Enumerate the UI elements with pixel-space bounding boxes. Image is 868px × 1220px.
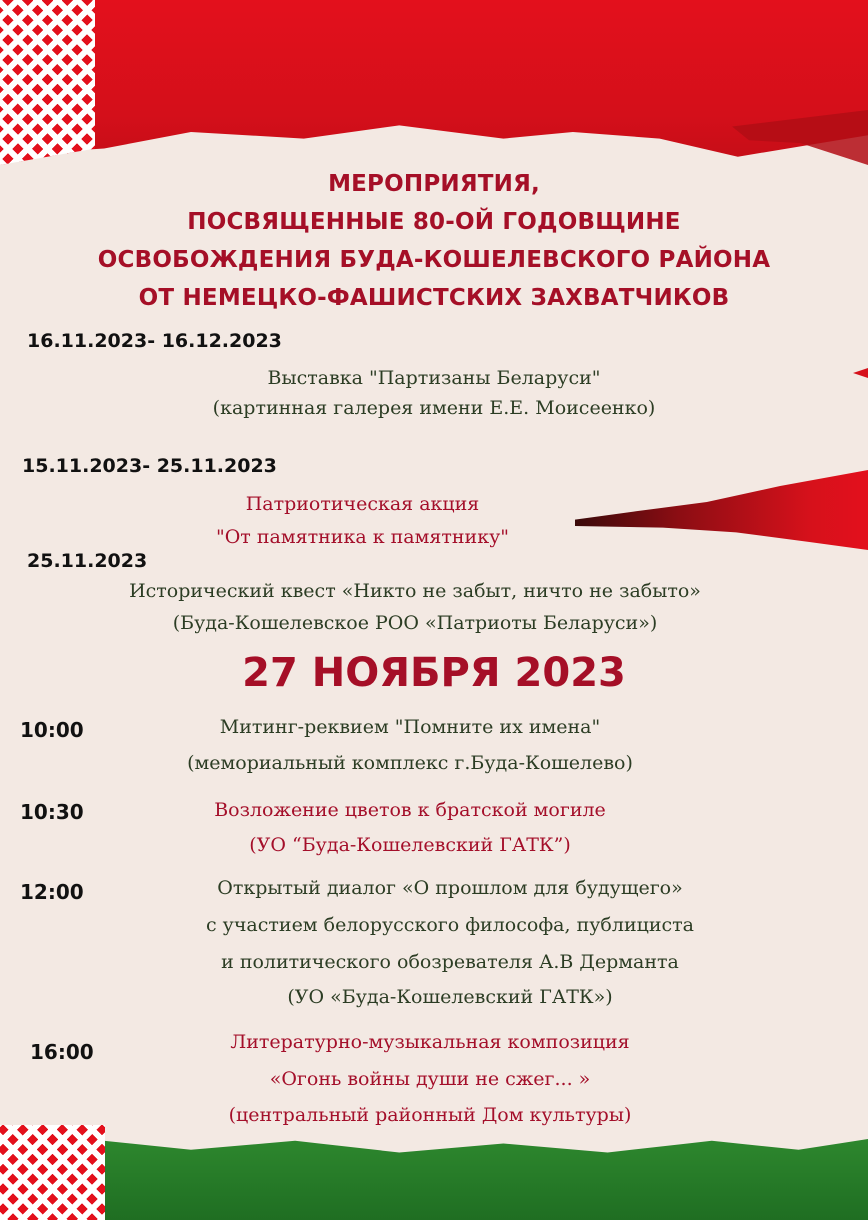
title-line: ОТ НЕМЕЦКО-ФАШИСТСКИХ ЗАХВАТЧИКОВ	[138, 285, 730, 311]
schedule-detail: с участием белорусского философа, публициста	[206, 914, 694, 936]
event-date: 25.11.2023	[27, 550, 148, 572]
schedule-event: Литературно-музыкальная композиция	[230, 1031, 630, 1053]
title-line: МЕРОПРИЯТИЯ,	[328, 171, 540, 197]
schedule-detail: и политического обозревателя А.В Дерманта	[221, 951, 679, 973]
belarus-ornament-top	[0, 0, 95, 165]
schedule-event: Открытый диалог «О прошлом для будущего»	[217, 877, 683, 899]
main-date-heading: 27 НОЯБРЯ 2023	[242, 650, 626, 696]
belarus-ornament-bottom	[0, 1125, 105, 1220]
event-subtitle: "От памятника к памятнику"	[215, 526, 509, 548]
title-line: ПОСВЯЩЕННЫЕ 80-ОЙ ГОДОВЩИНЕ	[187, 209, 681, 235]
schedule-time: 10:30	[20, 800, 84, 824]
event-venue: (Буда-Кошелевское РОО «Патриоты Беларуси»)	[172, 612, 658, 634]
schedule-venue: (УО “Буда-Кошелевский ГАТК”)	[249, 834, 571, 856]
event-date: 15.11.2023- 25.11.2023	[22, 455, 277, 477]
schedule-event: Возложение цветов к братской могиле	[214, 799, 606, 821]
schedule-venue: (УО «Буда-Кошелевский ГАТК»)	[287, 986, 613, 1008]
flag-green-band	[0, 1130, 868, 1220]
title-line: ОСВОБОЖДЕНИЯ БУДА-КОШЕЛЕВСКОГО РАЙОНА	[97, 247, 771, 273]
event-description: Исторический квест «Никто не забыт, ничто не забыто»	[129, 580, 701, 602]
schedule-detail: «Огонь войны души не сжег... »	[269, 1068, 591, 1090]
schedule-venue: (центральный районный Дом культуры)	[228, 1104, 632, 1126]
schedule-event: Митинг-реквием "Помните их имена"	[219, 716, 601, 738]
event-description: Патриотическая акция	[245, 493, 480, 515]
schedule-venue: (мемориальный комплекс г.Буда-Кошелево)	[187, 752, 633, 774]
schedule-time: 10:00	[20, 718, 84, 742]
schedule-time: 16:00	[30, 1040, 94, 1064]
schedule-time: 12:00	[20, 880, 84, 904]
flag-red-band	[0, 0, 868, 165]
event-venue: (картинная галерея имени Е.Е. Моисеенко)	[212, 397, 656, 419]
event-description: Выставка "Партизаны Беларуси"	[267, 367, 601, 389]
poster-title	[0, 165, 868, 317]
event-date: 16.11.2023- 16.12.2023	[27, 330, 282, 352]
